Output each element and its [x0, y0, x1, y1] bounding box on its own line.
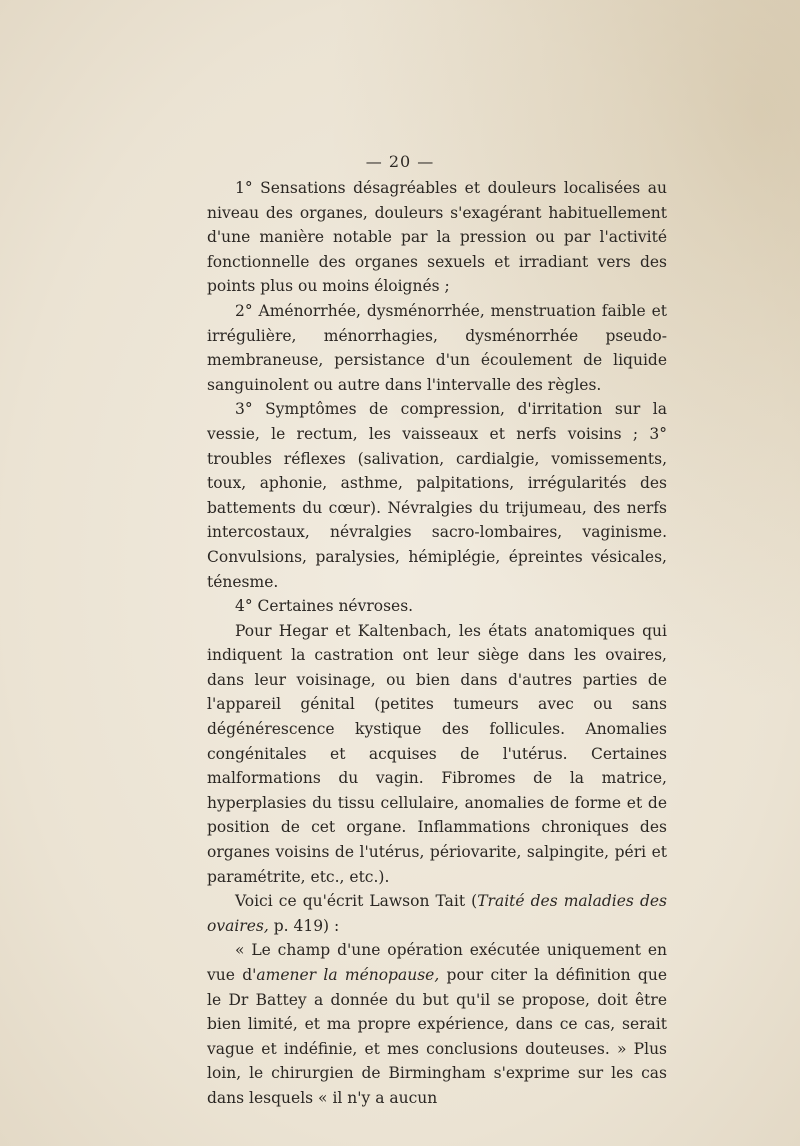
paragraph-2: 2° Aménorrhée, dysménorrhée, menstruation faible et irrégulière, ménorrhagies, dysménorrhée pseudo-membraneuse, persistance d'un écoulement de liquide sanguinolent ou autre dans l'intervalle des règles.	[207, 301, 667, 394]
paragraph-5: Pour Hegar et Kaltenbach, les états anatomiques qui indiquent la castration ont leur siège dans les ovaires, dans leur voisinage, ou bien dans d'autres parties de l'appareil génital (petites tumeurs avec ou sans dégénérescence kystique des follicules. Anomalies congénitales et acquises de l'utérus. Certaines malformations du vagin. Fibromes de la matrice, hyperplasies du tissu cellulaire, anomalies de forme et de position de cet organe. Inflammations chroniques des organes voisins de l'utérus, périovarite, salpingite, péri et paramétrite, etc., etc.).	[207, 621, 667, 886]
paragraph-6-start: Voici ce qu'écrit Lawson Tait (	[235, 892, 478, 911]
body-text	[207, 176, 667, 1111]
paragraph-4: 4° Certaines névroses.	[235, 597, 414, 616]
quoted-phrase: amener la ménopause,	[256, 966, 440, 984]
paragraph-6	[207, 889, 667, 938]
paragraph-7-start: « Le champ d'une opération exécutée uniquement en vue d'	[207, 941, 667, 984]
paragraph-7-end: pour citer la définition que le Dr Battey a donnée du but qu'il se propose, doit être bien limité, et ma propre expérience, dans ce cas, serait vague et indéfinie, et mes conclusions douteuses. » Plus loin, le chirurgien de Birmingham s'exprime sur les cas dans lesquels « il n'y a aucun	[207, 966, 667, 1107]
paragraph-7	[207, 938, 667, 1110]
paragraph-3: 3° Symptômes de compression, d'irritation sur la vessie, le rectum, les vaisseaux et nerfs voisins ; 3° troubles réflexes (salivation, cardialgie, vomissements, toux, aphonie, asthme, palpitations, irrégularités des battements du cœur). Névralgies du trijumeau, des nerfs intercostaux, névralgies sacro-lombaires, vaginisme. Convulsions, paralysies, hémiplégie, épreintes vésicales, ténesme.	[207, 400, 667, 591]
paragraph-6-end: p. 419) :	[268, 916, 340, 935]
book-title: Traité des maladies des ovaires,	[207, 892, 668, 935]
paragraph-1: 1° Sensations désagréables et douleurs localisées au niveau des organes, douleurs s'exagérant habituellement d'une manière notable par la pression ou par l'activité fonctionnelle des organes sexuels et irradiant vers des points plus ou moins éloignés ;	[207, 179, 667, 296]
page-number: — 20 —	[365, 152, 435, 171]
